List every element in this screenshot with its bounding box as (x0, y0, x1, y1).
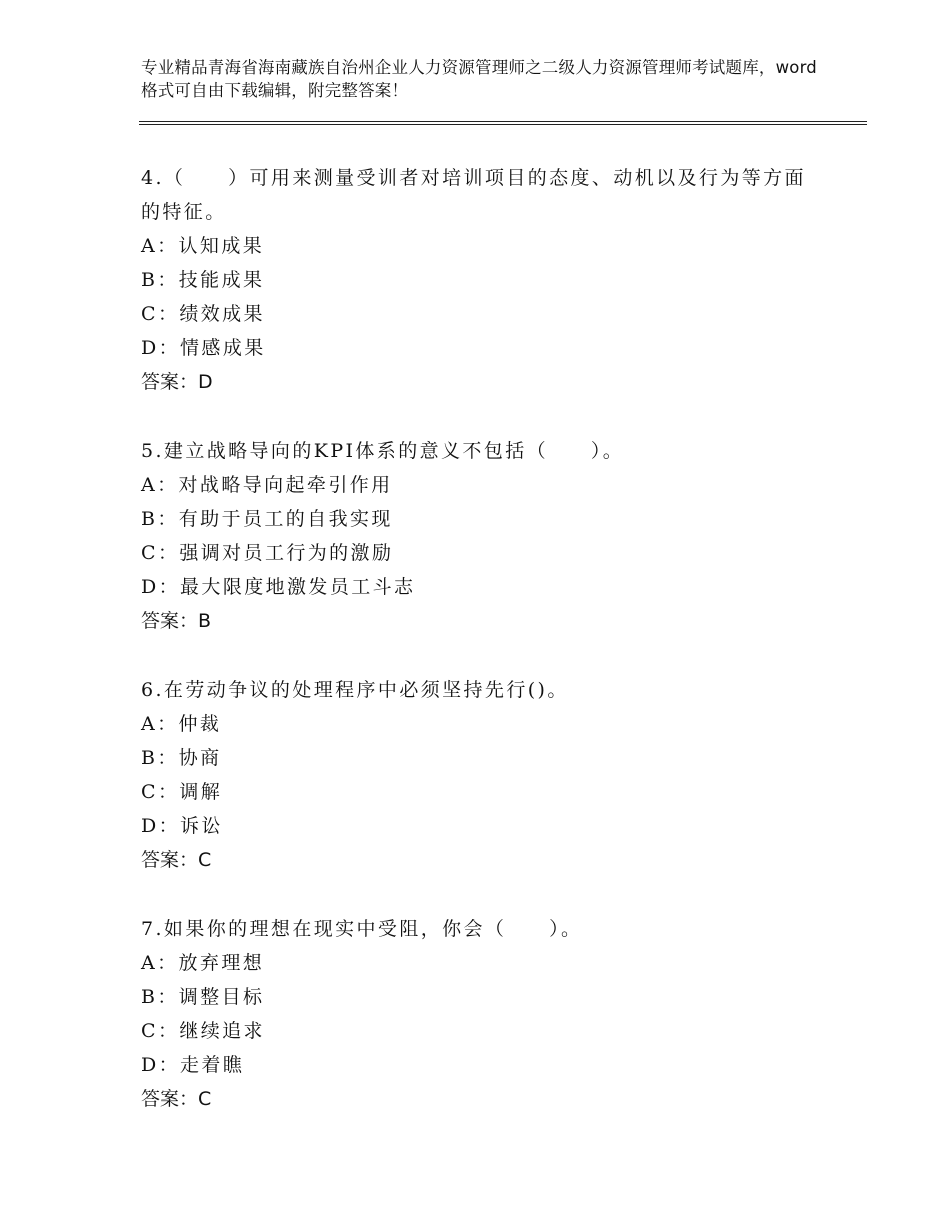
answer-line: 答案：D (141, 371, 213, 393)
option-d: D：最大限度地激发员工斗志 (141, 576, 416, 598)
option-c: C：继续追求 (141, 1020, 265, 1042)
option-a: A：认知成果 (141, 235, 265, 257)
header-divider-bottom (139, 124, 867, 125)
question-stem: 7.如果你的理想在现实中受阻，你会（ ）。 (141, 918, 583, 940)
option-d: D：走着瞧 (141, 1054, 245, 1076)
option-a: A：放弃理想 (141, 952, 265, 974)
option-b: B：协商 (141, 747, 222, 769)
question-5 (141, 434, 821, 638)
option-a: A：仲裁 (141, 713, 222, 735)
answer-line: 答案：B (141, 610, 212, 632)
option-b: B：技能成果 (141, 269, 265, 291)
option-a: A：对战略导向起牵引作用 (141, 474, 393, 496)
option-d: D：诉讼 (141, 815, 223, 837)
document-header: 专业精品青海省海南藏族自治州企业人力资源管理师之二级人力资源管理师考试题库，word格式可自由下载编辑，附完整答案！ (141, 58, 817, 100)
header-divider-top (139, 121, 867, 122)
question-stem: 6.在劳动争议的处理程序中必须坚持先行()。 (141, 679, 569, 701)
question-7 (141, 912, 821, 1116)
option-d: D：情感成果 (141, 337, 266, 359)
option-c: C：调解 (141, 781, 223, 803)
option-b: B：调整目标 (141, 986, 265, 1008)
question-6 (141, 673, 821, 877)
answer-line: 答案：C (141, 849, 212, 871)
option-b: B：有助于员工的自我实现 (141, 508, 393, 530)
option-c: C：强调对员工行为的激励 (141, 542, 394, 564)
option-c: C：绩效成果 (141, 303, 265, 325)
question-stem: 4.（ ）可用来测量受训者对培训项目的态度、动机以及行为等方面的特征。 (141, 167, 806, 223)
question-stem: 5.建立战略导向的KPI体系的意义不包括（ ）。 (141, 440, 625, 462)
question-4 (141, 161, 821, 399)
answer-line: 答案：C (141, 1088, 212, 1110)
